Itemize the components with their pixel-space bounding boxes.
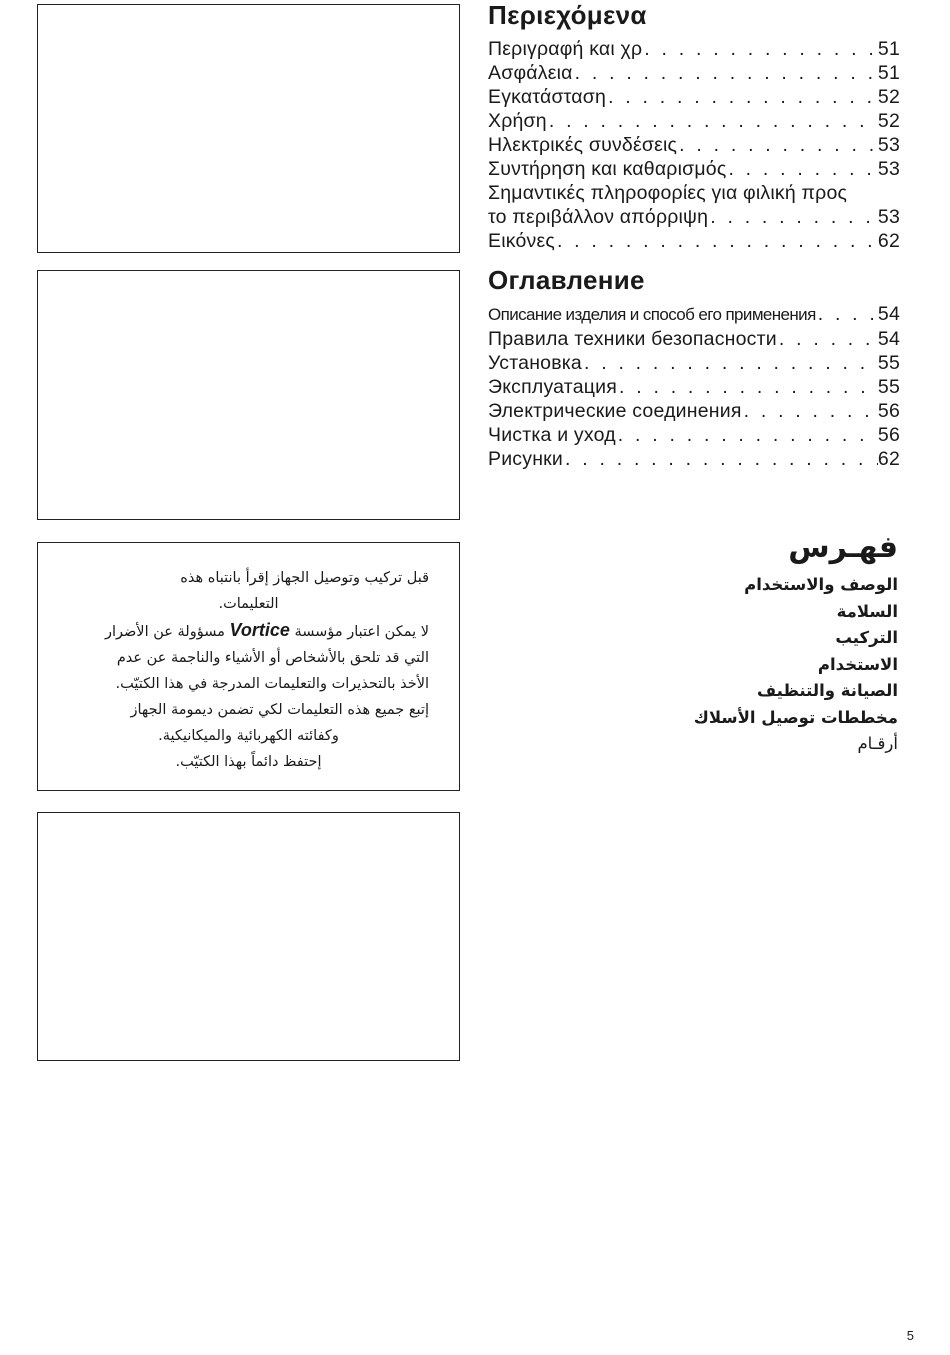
toc-entry-label: Συντήρηση και καθαρισμός xyxy=(488,158,727,180)
brand-name: Vortice xyxy=(229,620,290,640)
empty-panel-1 xyxy=(37,4,460,253)
leader-dots xyxy=(677,133,878,157)
toc-entry-label: Εικόνες xyxy=(488,230,555,252)
toc-entry-page: 51 xyxy=(877,38,900,60)
toc-entry-page: 53 xyxy=(877,206,900,228)
leader-dots xyxy=(573,61,878,85)
toc-entry[interactable] xyxy=(488,205,900,229)
toc-entry-label: Εγκατάσταση xyxy=(488,86,607,108)
notice-line: الأخذ بالتحذيرات والتعليمات المدرجة في هذا الكتيّب. xyxy=(115,676,429,692)
toc-entry[interactable] xyxy=(488,351,900,375)
toc-entry-label: Чистка и уход xyxy=(488,424,616,446)
toc-entry-wrapped-line[interactable]: Σημαντικές πληροφορίες για φιλική προς xyxy=(488,182,848,204)
notice-line: التي قد تلحق بالأشخاص أو الأشياء والناجمة عن عدم xyxy=(116,650,429,666)
leader-dots xyxy=(547,109,878,133)
toc-entry-page: 54 xyxy=(877,328,900,350)
toc-entry-label: το περιβάλλον απόρριψη xyxy=(488,206,709,228)
toc-entry-page: 56 xyxy=(877,400,900,422)
toc-entry-label: Установка xyxy=(488,352,582,374)
toc-entry-label: Ηλεκτρικές συνδέσεις xyxy=(488,134,678,156)
toc-entry-page: 62 xyxy=(877,230,900,252)
toc-entry[interactable] xyxy=(488,327,900,351)
leader-dots xyxy=(726,157,877,181)
leader-dots xyxy=(777,327,878,351)
toc-entry-label: Ασφάλεια xyxy=(488,62,573,84)
leader-dots xyxy=(617,375,878,399)
toc-entry[interactable] xyxy=(488,423,900,447)
toc-entry-label: Рисунки xyxy=(488,448,563,470)
toc-entry[interactable] xyxy=(488,61,900,85)
arabic-notice xyxy=(38,543,459,775)
toc-entry-page: 62 xyxy=(877,448,900,470)
russian-toc xyxy=(488,265,900,471)
toc-entry-label: Правила техники безопасности xyxy=(488,328,777,350)
arabic-toc-item[interactable]: السلامة xyxy=(836,601,898,621)
empty-panel-4 xyxy=(37,812,460,1061)
toc-entry[interactable] xyxy=(488,229,900,253)
toc-entry-page: 55 xyxy=(877,352,900,374)
toc-entry-label: Описание изделия и способ его применения xyxy=(488,305,816,324)
notice-line: وكفائته الكهربائية والميكانيكية. xyxy=(158,728,339,744)
leader-dots xyxy=(616,423,878,447)
arabic-toc-title: فهـرس xyxy=(788,530,898,565)
greek-toc-title: Περιεχόμενα xyxy=(488,0,647,30)
toc-entry-page: 56 xyxy=(877,424,900,446)
toc-entry-page: 53 xyxy=(877,158,900,180)
russian-toc-title: Оглавление xyxy=(488,265,645,295)
leader-dots xyxy=(642,37,878,61)
toc-entry[interactable] xyxy=(488,109,900,133)
arabic-toc-item[interactable]: الوصف والاستخدام xyxy=(744,575,898,594)
toc-entry[interactable] xyxy=(488,37,900,61)
notice-line: التعليمات. xyxy=(218,596,279,612)
toc-entry-page: 53 xyxy=(877,134,900,156)
arabic-toc-item[interactable]: مخططات توصيل الأسلاك xyxy=(693,707,898,727)
toc-entry-page: 54 xyxy=(877,303,900,325)
toc-entry-page: 52 xyxy=(877,86,900,108)
leader-dots xyxy=(555,229,878,253)
leader-dots xyxy=(606,85,878,109)
leader-dots xyxy=(563,447,878,471)
page-number: 5 xyxy=(906,1328,914,1343)
toc-entry-label: Электрические соединения xyxy=(488,400,742,422)
leader-dots xyxy=(742,399,878,423)
arabic-toc-item[interactable]: الصيانة والتنظيف xyxy=(756,681,898,700)
leader-dots xyxy=(582,351,878,375)
toc-entry-page: 55 xyxy=(877,376,900,398)
arabic-toc-item[interactable]: الاستخدام xyxy=(817,654,898,674)
toc-entry[interactable] xyxy=(488,133,900,157)
toc-entry-page: 52 xyxy=(877,110,900,132)
notice-text: مسؤولة عن الأضرار xyxy=(104,624,225,640)
arabic-toc-item[interactable]: أرقـام xyxy=(857,734,898,753)
toc-entry[interactable] xyxy=(488,399,900,423)
arabic-toc-item[interactable]: التركيب xyxy=(835,628,898,647)
notice-line: إحتفظ دائماً بهذا الكتيّب. xyxy=(175,754,322,770)
toc-entry-label: Χρήση xyxy=(488,110,547,132)
toc-entry[interactable] xyxy=(488,157,900,181)
leader-dots xyxy=(816,302,878,326)
toc-entry[interactable] xyxy=(488,375,900,399)
toc-entry-page: 51 xyxy=(877,62,900,84)
arabic-notice-panel xyxy=(37,542,460,791)
notice-line: إتبع جميع هذه التعليمات لكي تضمن ديمومة الجهاز xyxy=(130,702,429,718)
empty-panel-2 xyxy=(37,270,460,520)
toc-entry-label: Эксплуатация xyxy=(488,376,617,398)
toc-entry[interactable] xyxy=(488,302,900,327)
toc-entry[interactable] xyxy=(488,447,900,471)
toc-entry[interactable] xyxy=(488,85,900,109)
leader-dots xyxy=(708,205,878,229)
notice-line-brand xyxy=(68,617,429,645)
toc-entry-label: Περιγραφή και χρ xyxy=(488,38,643,60)
notice-text: لا يمكن اعتبار مؤسسة xyxy=(294,624,429,640)
notice-line: قبل تركيب وتوصيل الجهاز إقرأ بانتباه هذه xyxy=(180,570,429,586)
arabic-toc xyxy=(638,528,898,758)
greek-toc xyxy=(488,0,900,253)
